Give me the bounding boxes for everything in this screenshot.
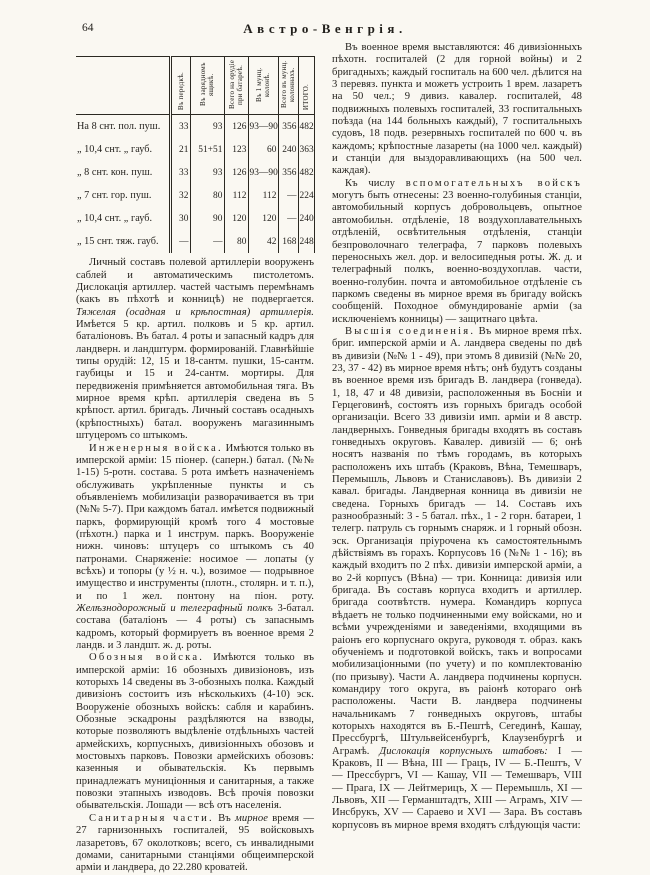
text-run: Въ мирное время пѣх. бриг. имперской арміи и А. ландвера сведены по двѣ въ дивизіи (№№ 1 - 49), при этомъ 8 дивизій (№№ 20, 23, 37 - 42) въ мирное время нѣтъ; онѣ будутъ созданы въ военное время изъ бригадъ В. ландвера (гонведа). 1, 18, 47 и 48 дивизіи, расположенныя въ Босніи и Герцеговинѣ, состоятъ изъ горныхъ бригадъ особой организаціи. Всего 33 дивизіи имп. арміи и 8 австр. ландверныхъ. Гонведныя бригады входятъ въ составъ гонведныхъ округовъ. Кавалер. дивизій — 6; онѣ носятъ названія по тѣмъ городамъ, въ которыхъ расположенъ ихъ штабъ (Краковъ, Вѣна, Темешваръ, Перемышль, Львовъ и Станиславовъ). Въ дивизіи 2 кавал. бригады. Ландверная конница въ дивизіи не сведена. Горныхъ бригадъ — 14. Составъ ихъ разнообразный: 3 - 5 батал. пѣх., 1 - 2 горн. батареи, 1 телегр. патруль съ горнымъ снаряж. и 1 горный обозн. эск. Организація пріурочена къ самостоятельнымъ дѣйствіямъ въ горахъ. Корпусовъ 16 (№№ 1 - 16); въ каждый входитъ по 2 пѣх. дивизіи имперской арміи, а во 2-й корпусъ (Вѣна) — три. Конница: дивизія или бригада. Въ составъ корпуса входитъ и артиллер. бригада соотвѣтств. нумера. Командиръ корпуса вѣдаетъ не только подчиненными ему войсками, но и всѣми учрежденіями и заведеніями, входящими въ раіонъ его корпуснаго округа, руководя т. образ. какъ обученіемъ и подготовкой войскъ, такъ и вопросами мобилизаціонными (по учету) и по комплектованію (по призыву). Части А. ландвера подчинены корпусн. командиру того округа, въ раіонѣ котораго онѣ расположены. Части В. ландвера подчинены начальникамъ 7 гонведныхъ округовъ, штабы которыхъ находятся въ Б.-Пештѣ, Сегединѣ, Кашау, Прессбургѣ, Штульвейсенбургѣ, Клаузенбургѣ и Аграмѣ. xyxy=(332,325,582,757)
text-run: Въ военное время выставляются: 46 дивизіонныхъ пѣхотн. госпиталей (2 для горной войны) и 2 бригадныхъ; каждый госпиталь на 600 чел. дѣлится на 3 перевяз. пункта и можетъ устроить 1 врем. лазаретъ на 50 чел.; 9 дивиз. кавалер. госпиталей, 48 подвижныхъ полевыхъ госпиталей, 33 госпитальныхъ поѣзда (на 144 больныхъ каждый), 7 госпитальныхъ судовъ, 18 подв. резервныхъ госпиталей по 600 ч. въ каждомъ; крѣпостные лазареты (на 1000 чел. каждый) и станціи для выздоравливающихъ (на 500 чел. каждая). xyxy=(332,42,582,177)
value-cell: 126 xyxy=(224,161,248,184)
value-cell: 120 xyxy=(224,207,248,230)
column-header xyxy=(224,57,248,115)
italic-run: Желѣзнодорожный и телеграфный полкъ xyxy=(76,602,273,614)
value-cell: 240 xyxy=(278,138,298,161)
value-cell: 80 xyxy=(190,184,224,207)
table-row xyxy=(76,161,314,184)
value-cell: 482 xyxy=(298,115,314,139)
text-run: Имѣются только въ имперской арміи: 16 обозныхъ дивизіоновъ, изъ которыхъ 14 сведены въ 3-обозныхъ полка. Каждый дивизіонъ состоитъ изъ нѣсколькихъ (4-10) эск. Вооруженіе обозныхъ войскъ: сабля и карабинъ. Обозные эскадроны раздѣляются на взводы, которые позволяютъ выдѣленіе отдѣльныхъ частей армейскихъ, корпусныхъ, дивизіонныхъ обозовъ и мостовыхъ парковъ. Повозки армейскихъ обозовъ: казенныя и обывательскія. Къ первымъ принадлежатъ муниціонныя и санитарныя, а также повозки этапныхъ изводовъ. Всѣ прочія повозки обывательскія. Лошади — всѣ отъ населенія. xyxy=(76,652,315,812)
text-run: Въ xyxy=(213,812,236,824)
value-cell: 90 xyxy=(190,207,224,230)
left-column xyxy=(76,56,314,875)
paragraph xyxy=(76,443,314,653)
table-row xyxy=(76,138,314,161)
table-row xyxy=(76,230,314,253)
spaced-heading-run: Обозныя войска. xyxy=(89,652,205,664)
spaced-heading-run: вспомогательныхъ войскъ xyxy=(405,177,582,189)
column-header xyxy=(248,57,278,115)
value-cell: 80 xyxy=(224,230,248,253)
column-header-label: ИТОГО. xyxy=(302,83,310,110)
value-cell: — xyxy=(190,230,224,253)
value-cell: 224 xyxy=(298,184,314,207)
value-cell: 363 xyxy=(298,138,314,161)
value-cell: 93—90 xyxy=(248,161,278,184)
paragraph xyxy=(76,257,314,442)
corner-cell xyxy=(76,57,170,115)
value-cell: 93 xyxy=(190,115,224,139)
paragraph xyxy=(332,42,582,178)
text-run: Личный составъ полевой артиллеріи вооруженъ саблей и автоматическимъ пистолетомъ. Дислокація артиллер. частей частымъ перемѣнамъ (какъ въ пѣхотѣ и конницѣ) не подвергается. xyxy=(76,257,314,306)
table-row xyxy=(76,184,314,207)
text-run: Имѣется 5 кр. артил. полковъ и 5 кр. артил. баталіоновъ. Въ батал. 4 роты и запасный кадръ для ландверн. и ландштурм. формированій. Главнѣйшіе типы орудій: 12, 15 и 18-сантм. пушки, 15-сантм. гаубицы и 15 и 24-сантм. мортиры. Для передвиженія примѣняется автомобильная тяга. Въ мирное время крѣп. артиллерія сведена въ 5 крѣпост. артил. бригадъ. Личный составъ осадныхъ (крѣпостныхъ) батал. вооруженъ магазиннымъ штуцеромъ со штыкомъ. xyxy=(76,319,314,442)
value-cell: 112 xyxy=(248,184,278,207)
text-run: могутъ быть отнесены: 23 военно-голубиныя станціи, автомобильный корпусъ добровольцевъ, опытное автомобильн. отдѣленіе, 18 воздухоплавательныхъ отдѣленій, освѣтительныя отдѣленія, станціи безпроволочнаго телеграфа, 7 парковъ полевыхъ переносныхъ жел. дор. и велосипедныя роты. Ж. д. и телеграфный полкъ, военно-воздухоплав. части, военно-голубин. почта и автомобильное отдѣленіе съ паркомъ сведены въ мирное время въ бригаду войскъ сообщеній. Походное обмундированіе арміи (за исключеніемъ конницы) — защитнаго цвѣта. xyxy=(332,190,582,325)
page-number: 64 xyxy=(82,22,94,34)
value-cell: 168 xyxy=(278,230,298,253)
value-cell: 21 xyxy=(170,138,190,161)
column-header-label: Всего въ мунц. колоннахъ. xyxy=(280,60,296,109)
paragraph xyxy=(332,326,582,832)
value-cell: 33 xyxy=(170,161,190,184)
spaced-heading-run: Санитарныя части. xyxy=(89,812,214,824)
gun-type-label: „ 10,4 снт. „ гауб. xyxy=(77,143,153,155)
value-cell: 356 xyxy=(278,161,298,184)
table-body xyxy=(76,115,314,254)
value-cell: 356 xyxy=(278,115,298,139)
column-header-label: Всего на орудіе при батареѣ. xyxy=(228,59,244,110)
table-row xyxy=(76,115,314,139)
text-run: Къ числу xyxy=(345,177,406,189)
value-cell: 123 xyxy=(224,138,248,161)
right-column xyxy=(332,42,582,832)
italic-run: Дислокація корпусныхъ штабовъ: xyxy=(379,745,548,757)
italic-run: мирное xyxy=(235,812,268,824)
value-cell: — xyxy=(278,207,298,230)
text-run: 3-батал. состава (баталіонъ — 4 роты) съ запаснымъ кадромъ, который формируетъ въ военное время 2 ландв. и 3 ландшт. ж. д. роты. xyxy=(76,602,315,651)
paragraph xyxy=(76,813,314,875)
table-row xyxy=(76,207,314,230)
page-title: Австро-Венгрія. xyxy=(243,21,407,36)
value-cell: 240 xyxy=(298,207,314,230)
value-cell: 51+51 xyxy=(190,138,224,161)
gun-type-label: „ 15 снт. тяж. гауб. xyxy=(77,235,159,247)
value-cell: 30 xyxy=(170,207,190,230)
value-cell: 248 xyxy=(298,230,314,253)
column-header-label: Въ зарядномъ ящикѣ. xyxy=(199,62,215,107)
value-cell: 482 xyxy=(298,161,314,184)
value-cell: 33 xyxy=(170,115,190,139)
column-header xyxy=(190,57,224,115)
text-run: I — Краковъ, II — Вѣна, III — Грацъ, IV — Б.-Пештъ, V — Прессбургъ, VI — Кашау, VII — Темешваръ, VIII — Прага, IX — Лейтмерицъ, X — Перемышль, XI — Львовъ, XII — Германштадтъ, XIII — Аграмъ, XIV — Инсбрукъ, XV — Сараево и XVI — Зара. Въ составъ корпусовъ въ мирное время входятъ слѣдующія части: xyxy=(332,745,582,831)
gun-type-label: „ 8 снт. кон. пуш. xyxy=(77,166,153,178)
column-header-label: Въ передкѣ. xyxy=(176,71,185,110)
gun-type-label: „ 10,4 снт. „ гауб. xyxy=(77,212,153,224)
paragraph xyxy=(76,652,314,812)
value-cell: 93 xyxy=(190,161,224,184)
value-cell: 126 xyxy=(224,115,248,139)
column-header xyxy=(298,57,314,115)
paragraph xyxy=(332,178,582,326)
value-cell: — xyxy=(170,230,190,253)
table-header-row xyxy=(76,57,314,115)
value-cell: 32 xyxy=(170,184,190,207)
value-cell: 112 xyxy=(224,184,248,207)
value-cell: 93—90 xyxy=(248,115,278,139)
value-cell: 60 xyxy=(248,138,278,161)
column-header-label: Въ 1 мунц. колонѣ. xyxy=(255,67,271,102)
artillery-ammunition-table xyxy=(76,56,315,253)
italic-run: Тяжелая (осадная и крѣпостная) артиллерія. xyxy=(76,306,314,318)
spaced-heading-run: Инженерныя войска. xyxy=(89,442,223,454)
column-header xyxy=(278,57,298,115)
gun-type-label: На 8 снт. пол. пуш. xyxy=(77,120,161,132)
right-column-text xyxy=(332,42,582,832)
left-column-text xyxy=(76,257,314,874)
spaced-heading-run: Высшія соединенія. xyxy=(345,325,476,337)
value-cell: 42 xyxy=(248,230,278,253)
value-cell: — xyxy=(278,184,298,207)
text-run: время — 27 гарнизонныхъ госпиталей, 95 войсковыхъ лазаретовъ, 67 околотковъ; всего, съ инвалидными домами, санитарными станціями общеимперской арміи и ландвера, до 22.280 кроватей. xyxy=(76,812,314,874)
gun-type-label: „ 7 снт. гор. пуш. xyxy=(77,189,152,201)
value-cell: 120 xyxy=(248,207,278,230)
column-header xyxy=(170,57,190,115)
text-run: Имѣются только въ имперской арміи: 15 піонер. (саперн.) батал. (№№ 1-15) 5-ротн. состава. 5 рота имѣетъ назначеніемъ обслуживать укрѣпленные пункты и съ объявленіемъ мобилизаціи разворачивается въ три (№№ 5-7). При каждомъ батал. имѣется подвижный паркъ, формирующій кромѣ того 4 мостовые (пѣхотн.) парка и 1 инструм. паркъ. Вооруженіе нижн. чиновъ: штуцеръ со штыкомъ съ 40 патронами. Снаряженіе: носимое — лопаты (у всѣхъ) и топоры (у ½ н. ч.), возимое — подрывное имущество и инструменты (плотн., столярн. и т. п.), и по 1 жел. понтону на піон. роту. xyxy=(76,442,314,602)
